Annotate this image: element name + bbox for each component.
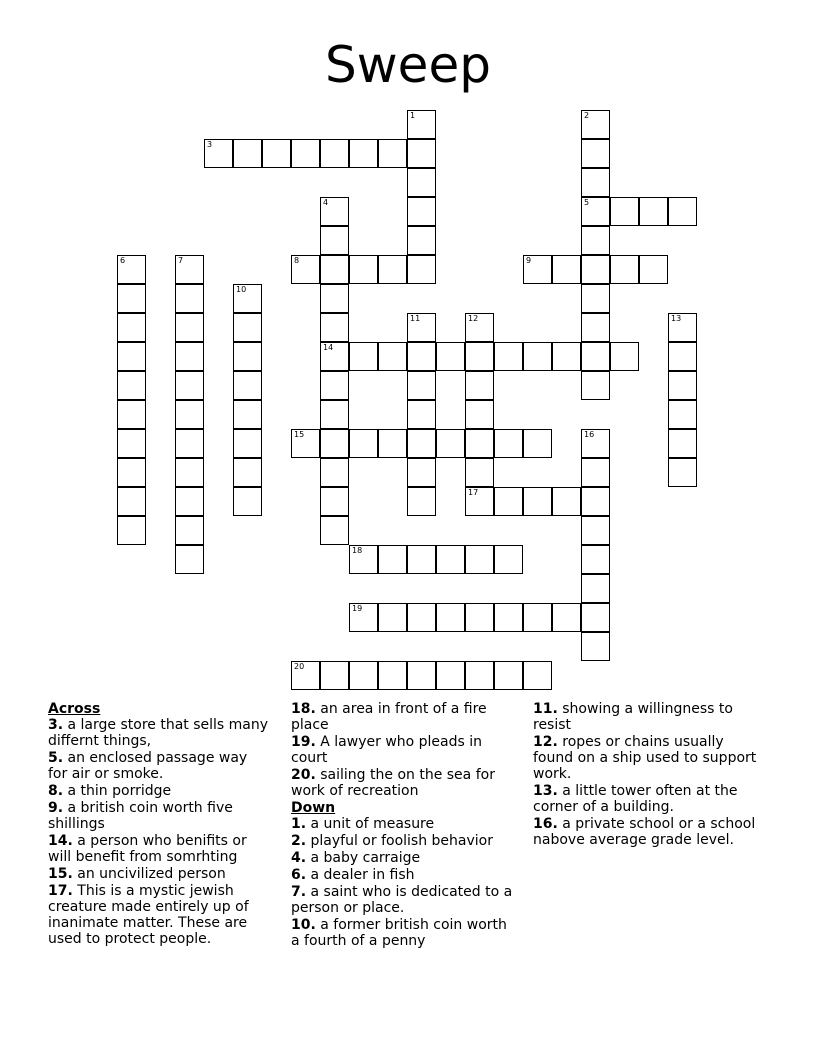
clue-across-19: 19. A lawyer who pleads in court <box>291 734 483 766</box>
clue-down-11: 11. showing a willingness to resist <box>533 701 733 733</box>
grid-cell[interactable] <box>523 661 552 690</box>
grid-cell[interactable] <box>175 255 204 284</box>
grid-cell[interactable] <box>581 139 610 168</box>
grid-cell[interactable] <box>117 429 146 458</box>
grid-cell[interactable] <box>639 197 668 226</box>
grid-cell[interactable] <box>407 429 436 458</box>
grid-cell[interactable] <box>465 487 494 516</box>
grid-cell[interactable] <box>523 255 552 284</box>
grid-cell[interactable] <box>581 197 610 226</box>
grid-cell[interactable] <box>668 429 697 458</box>
clue-across-8: 8. a thin porridge <box>48 783 172 799</box>
grid-cell[interactable] <box>581 371 610 400</box>
grid-cell[interactable] <box>349 661 378 690</box>
grid-cell[interactable] <box>233 487 262 516</box>
clue-number: 20 <box>294 662 305 671</box>
clue-across-15: 15. an uncivilized person <box>48 866 226 882</box>
clue-number: 9 <box>526 256 532 265</box>
clue-number: 13 <box>671 314 682 323</box>
grid-cell[interactable] <box>117 255 146 284</box>
grid-cell[interactable] <box>494 342 523 371</box>
grid-cell[interactable] <box>436 545 465 574</box>
grid-cell[interactable] <box>465 429 494 458</box>
grid-cell[interactable] <box>233 139 262 168</box>
grid-cell[interactable] <box>320 400 349 429</box>
grid-cell[interactable] <box>407 371 436 400</box>
grid-cell[interactable] <box>117 516 146 545</box>
grid-cell[interactable] <box>581 574 610 603</box>
clue-down-1: 1. a unit of measure <box>291 816 435 832</box>
clue-down-12: 12. ropes or chains usually found on a ship used to support work. <box>533 734 757 782</box>
grid-cell[interactable] <box>175 400 204 429</box>
grid-cell[interactable] <box>378 255 407 284</box>
grid-cell[interactable] <box>407 168 436 197</box>
clue-down-13: 13. a little tower often at the corner of a building. <box>533 783 738 815</box>
grid-cell[interactable] <box>117 313 146 342</box>
grid-cell[interactable] <box>581 632 610 661</box>
grid-cell[interactable] <box>523 429 552 458</box>
clue-number: 11 <box>410 314 421 323</box>
grid-cell[interactable] <box>320 313 349 342</box>
grid-cell[interactable] <box>117 400 146 429</box>
grid-cell[interactable] <box>291 139 320 168</box>
grid-cell[interactable] <box>465 400 494 429</box>
grid-cell[interactable] <box>668 313 697 342</box>
grid-cell[interactable] <box>552 487 581 516</box>
grid-cell[interactable] <box>320 255 349 284</box>
grid-cell[interactable] <box>291 429 320 458</box>
grid-cell[interactable] <box>494 487 523 516</box>
clue-across-3: 3. a large store that sells many differnt things, <box>48 717 269 749</box>
grid-cell[interactable] <box>552 255 581 284</box>
grid-cell[interactable] <box>175 545 204 574</box>
clue-down-7: 7. a saint who is dedicated to a person or place. <box>291 884 513 916</box>
grid-cell[interactable] <box>465 661 494 690</box>
grid-cell[interactable] <box>581 458 610 487</box>
clues-column-1 <box>48 701 270 948</box>
grid-cell[interactable] <box>668 342 697 371</box>
clue-across-18: 18. an area in front of a fire place <box>291 701 487 733</box>
grid-cell[interactable] <box>378 603 407 632</box>
grid-cell[interactable] <box>349 603 378 632</box>
grid-cell[interactable] <box>378 661 407 690</box>
grid-cell[interactable] <box>581 284 610 313</box>
clue-number: 14 <box>323 343 334 352</box>
clue-number: 2 <box>584 111 590 120</box>
grid-cell[interactable] <box>320 458 349 487</box>
clue-number: 12 <box>468 314 479 323</box>
clue-number: 10 <box>236 285 247 294</box>
grid-cell[interactable] <box>233 371 262 400</box>
clue-down-6: 6. a dealer in fish <box>291 867 415 883</box>
clue-down-2: 2. playful or foolish behavior <box>291 833 493 849</box>
clue-across-17: 17. This is a mystic jewish creature made entirely up of inanimate matter. These are used to protect people. <box>48 883 249 947</box>
grid-cell[interactable] <box>552 342 581 371</box>
grid-cell[interactable] <box>610 342 639 371</box>
grid-cell[interactable] <box>378 342 407 371</box>
grid-cell[interactable] <box>204 139 233 168</box>
grid-cell[interactable] <box>465 545 494 574</box>
grid-cell[interactable] <box>262 139 291 168</box>
grid-cell[interactable] <box>407 458 436 487</box>
grid-cell[interactable] <box>320 226 349 255</box>
grid-cell[interactable] <box>407 342 436 371</box>
grid-cell[interactable] <box>407 487 436 516</box>
grid-cell[interactable] <box>494 661 523 690</box>
clue-number: 18 <box>352 546 363 555</box>
grid-cell[interactable] <box>668 400 697 429</box>
grid-cell[interactable] <box>407 197 436 226</box>
grid-cell[interactable] <box>581 313 610 342</box>
grid-cell[interactable] <box>523 603 552 632</box>
grid-cell[interactable] <box>349 255 378 284</box>
grid-cell[interactable] <box>465 342 494 371</box>
grid-cell[interactable] <box>465 371 494 400</box>
grid-cell[interactable] <box>233 284 262 313</box>
grid-cell[interactable] <box>610 197 639 226</box>
grid-cell[interactable] <box>581 603 610 632</box>
grid-cell[interactable] <box>639 255 668 284</box>
grid-cell[interactable] <box>175 429 204 458</box>
grid-cell[interactable] <box>175 487 204 516</box>
clue-down-10: 10. a former british coin worth a fourth of a penny <box>291 917 507 949</box>
clue-across-20: 20. sailing the on the sea for work of recreation <box>291 767 495 799</box>
grid-cell[interactable] <box>581 516 610 545</box>
grid-cell[interactable] <box>465 313 494 342</box>
grid-cell[interactable] <box>668 371 697 400</box>
grid-cell[interactable] <box>378 429 407 458</box>
grid-cell[interactable] <box>436 603 465 632</box>
grid-cell[interactable] <box>407 110 436 139</box>
grid-cell[interactable] <box>175 313 204 342</box>
grid-cell[interactable] <box>320 516 349 545</box>
clue-number: 19 <box>352 604 363 613</box>
grid-cell[interactable] <box>436 429 465 458</box>
grid-cell[interactable] <box>523 487 552 516</box>
grid-cell[interactable] <box>320 661 349 690</box>
grid-cell[interactable] <box>407 603 436 632</box>
grid-cell[interactable] <box>407 400 436 429</box>
grid-cell[interactable] <box>436 661 465 690</box>
grid-cell[interactable] <box>581 110 610 139</box>
grid-cell[interactable] <box>320 487 349 516</box>
grid-cell[interactable] <box>233 400 262 429</box>
grid-cell[interactable] <box>320 429 349 458</box>
grid-cell[interactable] <box>494 429 523 458</box>
clue-number: 8 <box>294 256 300 265</box>
grid-cell[interactable] <box>233 342 262 371</box>
grid-cell[interactable] <box>320 284 349 313</box>
grid-cell[interactable] <box>175 342 204 371</box>
across-heading: Across <box>48 701 101 717</box>
clue-number: 4 <box>323 198 329 207</box>
grid-cell[interactable] <box>349 139 378 168</box>
grid-cell[interactable] <box>581 342 610 371</box>
clue-across-5: 5. an enclosed passage way for air or smoke. <box>48 750 248 782</box>
grid-cell[interactable] <box>233 313 262 342</box>
grid-cell[interactable] <box>349 342 378 371</box>
grid-cell[interactable] <box>465 458 494 487</box>
grid-cell[interactable] <box>117 458 146 487</box>
grid-cell[interactable] <box>291 255 320 284</box>
grid-cell[interactable] <box>407 313 436 342</box>
clue-number: 3 <box>207 140 213 149</box>
grid-cell[interactable] <box>378 139 407 168</box>
grid-cell[interactable] <box>175 371 204 400</box>
grid-cell[interactable] <box>175 284 204 313</box>
clue-across-14: 14. a person who benifits or will benefit from somrhting <box>48 833 247 865</box>
grid-cell[interactable] <box>117 487 146 516</box>
clue-across-9: 9. a british coin worth five shillings <box>48 800 233 832</box>
grid-cell[interactable] <box>349 429 378 458</box>
clue-down-4: 4. a baby carraige <box>291 850 421 866</box>
grid-cell[interactable] <box>175 458 204 487</box>
clues-column-2 <box>291 701 513 950</box>
grid-cell[interactable] <box>320 371 349 400</box>
grid-cell[interactable] <box>436 342 465 371</box>
clue-number: 5 <box>584 198 590 207</box>
clue-number: 15 <box>294 430 305 439</box>
grid-cell[interactable] <box>117 284 146 313</box>
grid-cell[interactable] <box>407 139 436 168</box>
grid-cell[interactable] <box>117 371 146 400</box>
clue-number: 6 <box>120 256 126 265</box>
grid-cell[interactable] <box>581 429 610 458</box>
clue-number: 1 <box>410 111 416 120</box>
grid-cell[interactable] <box>349 545 378 574</box>
grid-cell[interactable] <box>320 342 349 371</box>
grid-cell[interactable] <box>581 545 610 574</box>
grid-cell[interactable] <box>320 139 349 168</box>
grid-cell[interactable] <box>175 516 204 545</box>
grid-cell[interactable] <box>378 545 407 574</box>
puzzle-title: Sweep <box>325 36 491 94</box>
grid-cell[interactable] <box>465 603 494 632</box>
grid-cell[interactable] <box>581 255 610 284</box>
clue-number: 16 <box>584 430 595 439</box>
grid-cell[interactable] <box>233 458 262 487</box>
grid-cell[interactable] <box>407 255 436 284</box>
grid-cell[interactable] <box>320 197 349 226</box>
clue-down-16: 16. a private school or a school nabove average grade level. <box>533 816 756 848</box>
grid-cell[interactable] <box>233 429 262 458</box>
grid-cell[interactable] <box>581 168 610 197</box>
clues-column-3 <box>533 701 763 849</box>
grid-cell[interactable] <box>291 661 320 690</box>
grid-cell[interactable] <box>407 226 436 255</box>
grid-cell[interactable] <box>581 226 610 255</box>
grid-cell[interactable] <box>523 342 552 371</box>
grid-cell[interactable] <box>494 603 523 632</box>
clue-number: 17 <box>468 488 479 497</box>
grid-cell[interactable] <box>668 197 697 226</box>
grid-cell[interactable] <box>581 487 610 516</box>
grid-cell[interactable] <box>407 661 436 690</box>
grid-cell[interactable] <box>117 342 146 371</box>
down-heading: Down <box>291 800 336 816</box>
grid-cell[interactable] <box>668 458 697 487</box>
clue-number: 7 <box>178 256 184 265</box>
grid-cell[interactable] <box>407 545 436 574</box>
grid-cell[interactable] <box>610 255 639 284</box>
grid-cell[interactable] <box>494 545 523 574</box>
grid-cell[interactable] <box>552 603 581 632</box>
